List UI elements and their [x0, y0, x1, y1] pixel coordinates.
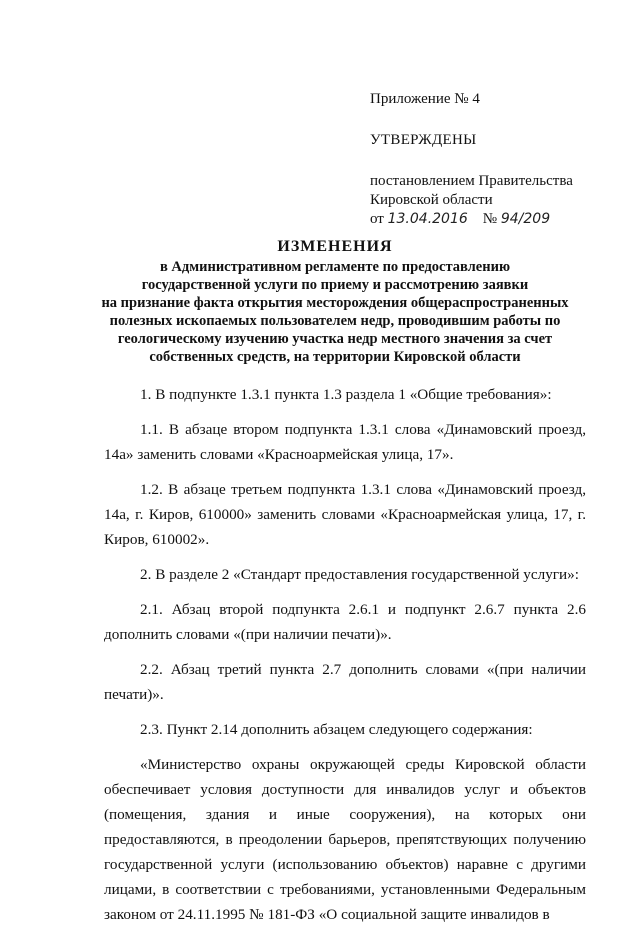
decree-line-2: Кировской области	[370, 192, 493, 208]
paragraph-1-1: 1.1. В абзаце втором подпункта 1.3.1 слова «Динамовский проезд, 14а» заменить словами «Красноармейская улица, 17».	[104, 421, 586, 463]
document-body	[104, 382, 586, 927]
approval-header	[370, 90, 610, 229]
decree-date-number	[370, 210, 610, 229]
paragraph-2-2: 2.2. Абзац третий пункта 2.7 дополнить словами «(при наличии печати)».	[104, 661, 586, 703]
title-line: геологическому изучению участка недр местного значения за счет	[117, 331, 553, 347]
paragraph-1: 1. В подпункте 1.3.1 пункта 1.3 раздела 1 «Общие требования»:	[140, 386, 552, 403]
title-line: на признание факта открытия месторождения общераспространенных	[101, 295, 569, 311]
title-line: полезных ископаемых пользователем недр, проводившим работы по	[109, 313, 561, 329]
approved-label: УТВЕРЖДЕНЫ	[370, 132, 477, 148]
title-line: в Административном регламенте по предоставлению	[159, 259, 511, 275]
number-prefix: №	[482, 211, 498, 227]
date-prefix: от	[370, 211, 384, 227]
paragraph-1-2: 1.2. В абзаце третьем подпункта 1.3.1 слова «Динамовский проезд, 14а, г. Киров, 610000» заменить словами «Красноармейская улица, 17, г. Киров, 610002».	[104, 481, 586, 548]
title-heading: ИЗМЕНЕНИЯ	[277, 238, 393, 255]
title-line: собственных средств, на территории Кировской области	[149, 349, 521, 365]
document-title	[90, 238, 580, 366]
title-line: государственной услуги по приему и рассмотрению заявки	[141, 277, 529, 293]
decree-line-1: постановлением Правительства	[370, 173, 573, 189]
paragraph-2: 2. В разделе 2 «Стандарт предоставления государственной услуги»:	[140, 566, 579, 583]
paragraph-2-1: 2.1. Абзац второй подпункта 2.6.1 и подпункт 2.6.7 пункта 2.6 дополнить словами «(при наличии печати)».	[104, 601, 586, 643]
handwritten-number: 94/209	[500, 211, 551, 227]
appendix-label: Приложение № 4	[370, 91, 480, 107]
handwritten-date: 13.04.2016	[387, 211, 468, 227]
paragraph-quote: «Министерство охраны окружающей среды Кировской области обеспечивает условия доступности для инвалидов услуг и объектов (помещения, здания и иные сооружения), на которых они предоставляются, в преодолении барьеров, препятствующих получению государственной услуги (использованию объектов) наравне с другими лицами, в соответствии с требованиями, установленными Федеральным законом от 24.11.1995 № 181-ФЗ «О социальной защите инвалидов в	[104, 756, 586, 923]
paragraph-2-3: 2.3. Пункт 2.14 дополнить абзацем следующего содержания:	[140, 721, 533, 738]
